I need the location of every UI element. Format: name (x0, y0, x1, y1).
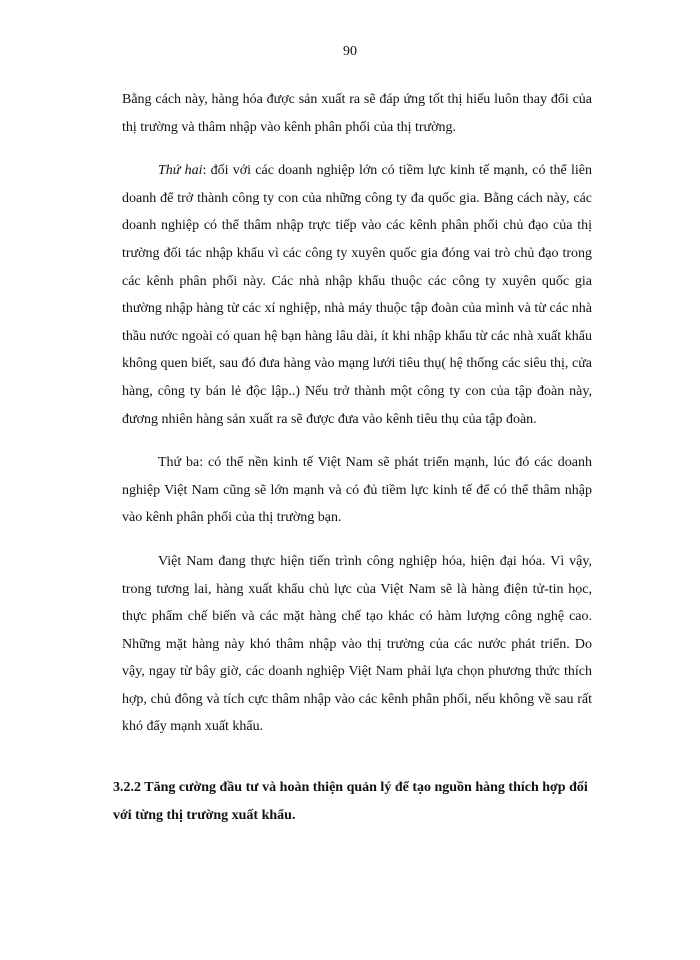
body-text (122, 86, 592, 757)
paragraph-1: Bằng cách này, hàng hóa được sản xuất ra sẽ đáp ứng tốt thị hiếu luôn thay đổi của thị trường và thâm nhập vào kênh phân phối của thị trường. (122, 92, 592, 135)
paragraph-2 (122, 157, 592, 433)
paragraph-3: Thứ ba: có thể nền kinh tế Việt Nam sẽ phát triển mạnh, lúc đó các doanh nghiệp Việt Nam cũng sẽ lớn mạnh và có đủ tiềm lực kinh tế để có thể thâm nhập vào kênh phân phối của thị trường bạn. (122, 455, 592, 526)
paragraph-4: Việt Nam đang thực hiện tiến trình công nghiệp hóa, hiện đại hóa. Vì vậy, trong tương lai, hàng xuất khẩu chủ lực của Việt Nam sẽ là hàng điện tử-tin học, thực phẩm chế biến và các mặt hàng chế tạo khác có hàm lượng công nghệ cao. Những mặt hàng này khó thâm nhập vào thị trường của các nước phát triển. Do vậy, ngay từ bây giờ, các doanh nghiệp Việt Nam phải lựa chọn phương thức thích hợp, chủ đông và tích cực thâm nhập vào các kênh phân phối, nếu không về sau rất khó đẩy mạnh xuất khẩu. (122, 553, 592, 735)
page-number: 90 (343, 44, 357, 59)
paragraph-2-lead: Thứ hai (158, 163, 203, 179)
paragraph-2-body: : đối với các doanh nghiệp lớn có tiềm lực kinh tế mạnh, có thể liên doanh để trở thành công ty con của những công ty đa quốc gia. Bằng cách này, các doanh nghiệp có thể thâm nhập trực tiếp vào các kênh phân phối chủ đạo của thị trường đối tác nhập khẩu vì các công ty xuyên quốc gia đóng vai trò chủ đạo trong các kênh phân phối này. Các nhà nhập khẩu thuộc các công ty xuyên quốc gia thường nhập hàng từ các xí nghiệp, nhà máy thuộc tập đoàn của mình và từ các nhà thầu nước ngoài có quan hệ bạn hàng lâu dài, ít khi nhập khẩu từ các nhà xuất khẩu không quen biết, sau đó đưa hàng vào mạng lưới tiêu thụ( hệ thống các siêu thị, cửa hàng, công ty bán lẻ độc lập..) Nếu trở thành một công ty con của tập đoàn này, đương nhiên hàng sản xuất ra sẽ được đưa vào kênh tiêu thụ của tập đoàn. (122, 163, 592, 427)
section-heading: 3.2.2 Tăng cường đầu tư và hoàn thiện quản lý để tạo nguồn hàng thích hợp đối với từng thị trường xuất khẩu. (113, 780, 588, 823)
